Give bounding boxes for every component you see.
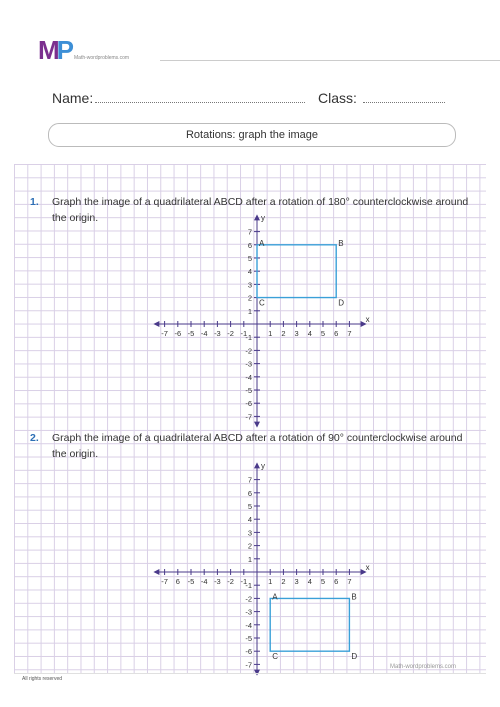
y-axis-label: y: [261, 461, 265, 471]
y-tick-label: 5: [247, 254, 252, 263]
y-tick-label: -2: [245, 594, 252, 604]
x-tick-label: 5: [320, 577, 326, 586]
y-tick-label: 7: [247, 475, 252, 485]
vertex-label-a: A: [272, 592, 278, 602]
y-tick-label: -7: [245, 660, 252, 670]
y-tick-label: -4: [245, 372, 252, 382]
x-tick-label: -3: [214, 329, 221, 338]
x-tick-label: 4: [307, 577, 312, 586]
y-tick-label: 1: [247, 306, 252, 316]
logo-site-text: Math-wordproblems.com: [74, 55, 130, 61]
y-tick-label: 5: [247, 502, 252, 511]
x-tick-label: -5: [187, 329, 195, 338]
x-tick-label: 6: [334, 329, 339, 338]
question-number: 1.: [30, 196, 39, 208]
logo-letter-m: M: [38, 35, 57, 65]
vertex-label-b: B: [351, 592, 357, 602]
y-tick-label: -6: [245, 399, 252, 409]
x-axis-label: x: [365, 563, 370, 572]
x-axis-arrow-left: [153, 569, 159, 575]
y-tick-label: 2: [247, 541, 252, 551]
footer-site: Math-wordproblems.com: [390, 664, 457, 670]
logo-letter-p: P: [56, 35, 72, 65]
x-tick-label: -4: [200, 577, 208, 586]
y-tick-label: -5: [245, 386, 252, 395]
vertex-label-d: D: [351, 652, 358, 662]
y-tick-label: -1: [245, 333, 252, 343]
y-tick-label: 7: [247, 227, 252, 237]
x-tick-label: -5: [187, 577, 195, 586]
y-tick-label: 4: [247, 267, 252, 277]
question-number: 2.: [30, 432, 39, 444]
footer-divider: [14, 673, 486, 674]
vertex-label-d: D: [338, 298, 344, 308]
x-tick-label: 1: [268, 329, 273, 338]
x-tick-label: -1: [240, 577, 248, 586]
y-tick-label: 1: [247, 554, 252, 564]
y-tick-label: 6: [247, 240, 252, 250]
y-tick-label: -5: [245, 634, 252, 643]
x-tick-label: -2: [227, 329, 234, 338]
x-tick-label: 2: [281, 329, 286, 338]
x-tick-label: -3: [214, 577, 221, 586]
x-tick-label: -2: [227, 577, 234, 586]
y-tick-label: 3: [247, 280, 252, 290]
x-tick-label: -1: [240, 329, 248, 338]
question-text: Graph the image of a quadrilateral ABCD after a rotation of 90° counterclockwise around the origin.: [52, 432, 463, 460]
x-tick-label: -6: [174, 329, 182, 338]
y-tick-label: 4: [247, 515, 252, 525]
y-tick-label: -2: [245, 346, 252, 356]
x-tick-label: 6: [334, 577, 339, 586]
y-tick-label: 3: [247, 528, 252, 538]
x-tick-label: 7: [347, 577, 352, 586]
x-tick-label: 3: [294, 329, 299, 338]
x-axis-label: x: [365, 315, 370, 324]
vertex-label-b: B: [338, 238, 344, 248]
x-tick-label: 1: [268, 577, 273, 586]
name-label: Name:: [52, 90, 94, 106]
quadrilateral-abcd: [270, 598, 349, 651]
x-tick-label: -7: [161, 329, 168, 338]
x-tick-label: 5: [320, 329, 326, 338]
y-tick-label: -3: [245, 359, 252, 369]
worksheet-title: Rotations: graph the image: [48, 123, 456, 147]
y-tick-label: 6: [247, 488, 252, 498]
y-tick-label: -7: [245, 412, 252, 422]
y-axis-label: y: [261, 213, 265, 223]
vertex-label-c: C: [272, 652, 278, 662]
x-tick-label: -4: [200, 329, 208, 338]
y-tick-label: -6: [245, 647, 252, 657]
x-tick-label: 7: [347, 329, 352, 338]
y-axis-arrow-up: [254, 462, 260, 468]
y-tick-label: 2: [247, 293, 252, 303]
y-tick-label: -4: [245, 620, 252, 630]
x-tick-label: -7: [161, 577, 168, 586]
x-tick-label: 3: [294, 577, 299, 586]
footer-rights: All rights reserved: [22, 676, 63, 682]
x-tick-label: 4: [307, 329, 312, 338]
y-tick-label: -3: [245, 607, 252, 617]
question-text: Graph the image of a quadrilateral ABCD after a rotation of 180° counterclockwise around the origin.: [52, 196, 469, 224]
x-tick-label: 6: [175, 577, 180, 586]
vertex-label-c: C: [259, 298, 265, 308]
y-tick-label: -1: [245, 581, 252, 591]
class-label: Class:: [318, 90, 357, 106]
x-tick-label: 2: [281, 577, 286, 586]
vertex-label-a: A: [259, 238, 265, 248]
